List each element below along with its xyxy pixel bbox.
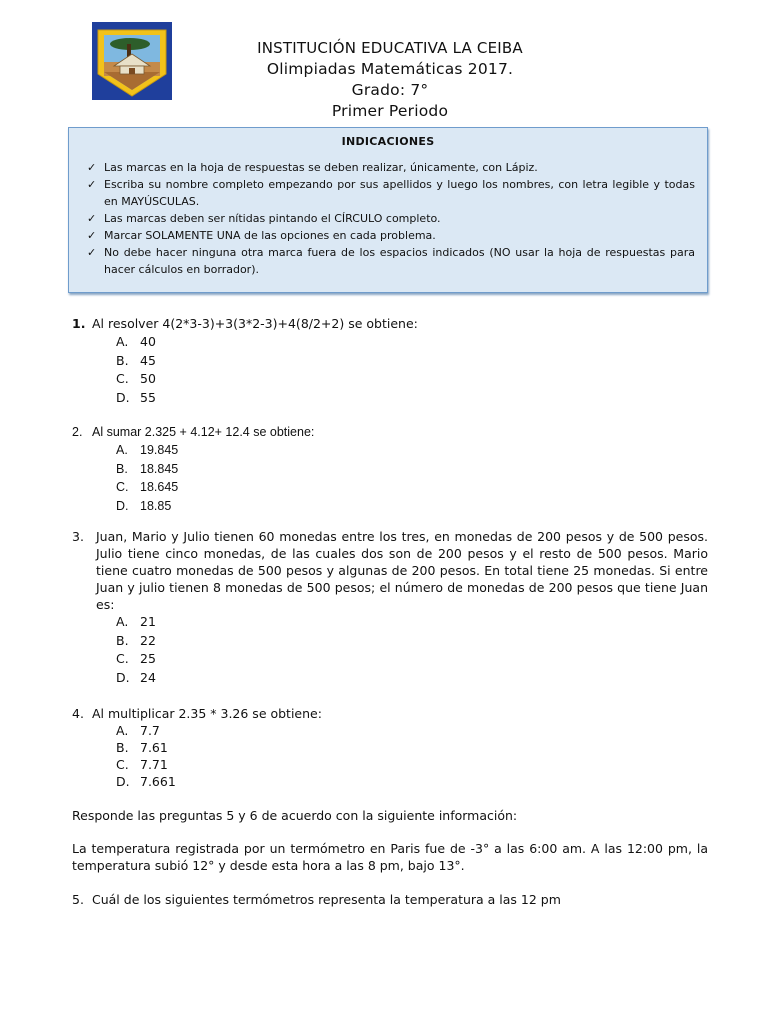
option: C. 50	[116, 371, 156, 386]
instruction-item: ✓ Escriba su nombre completo empezando por sus apellidos y luego los nombres, con letra legible y todas en MAYÚSCULAS.	[87, 178, 695, 208]
institution-name: INSTITUCIÓN EDUCATIVA LA CEIBA	[257, 39, 523, 57]
option: D. 18.85	[116, 498, 172, 513]
option: B. 18.845	[116, 461, 179, 476]
instructions-title: INDICACIONES	[341, 135, 435, 148]
question-4	[72, 705, 322, 722]
option: C. 7.71	[116, 757, 168, 772]
option: D. 7.661	[116, 774, 176, 789]
instruction-item: ✓ No debe hacer ninguna otra marca fuera de los espacios indicados (NO usar la hoja de respuestas para hacer cálculos en borrador).	[87, 246, 695, 276]
option: C. 18.645	[116, 480, 179, 494]
question-text: Juan, Mario y Julio tienen 60 monedas entre los tres, en monedas de 200 pesos y de 500 pesos. Julio tiene cinco monedas, de las cuales dos son de 200 pesos y el resto de 500 pesos. Mario tiene cuatro monedas de 500 pesos y algunas de 200 pesos. En total tiene 25 monedas. Si entre Juan y julio tienen 8 monedas de 500 pesos; el número de monedas de 200 pesos que tiene Juan es:	[96, 529, 708, 612]
document-header	[200, 38, 580, 122]
option: D. 55	[116, 389, 156, 405]
checkmark-icon: ✓	[87, 178, 97, 191]
checkmark-icon: ✓	[87, 161, 97, 174]
question-text: Al sumar 2.325 + 4.12+ 12.4 se obtiene:	[92, 425, 315, 439]
question-text: Al multiplicar 2.35 * 3.26 se obtiene:	[92, 706, 322, 721]
option: C. 25	[116, 651, 156, 666]
instruction-item: ✓ Marcar SOLAMENTE UNA de las opciones en cada problema.	[87, 229, 436, 242]
question-2-options	[116, 441, 178, 515]
question-4-options	[116, 722, 176, 790]
question-number: 2.	[72, 425, 83, 439]
question-3	[72, 528, 708, 613]
instruction-item: ✓ Las marcas deben ser nítidas pintando el CÍRCULO completo.	[87, 212, 441, 225]
option: B. 45	[116, 352, 156, 368]
question-number: 5.	[72, 892, 84, 907]
event-title: Olimpiadas Matemáticas 2017.	[266, 60, 514, 78]
school-logo	[92, 22, 172, 100]
question-2	[72, 424, 314, 441]
option: A. 40	[116, 334, 156, 349]
question-number: 4.	[72, 706, 84, 721]
checkmark-icon: ✓	[87, 212, 97, 225]
instructions-box	[68, 127, 708, 293]
grade-label: Grado: 7°	[351, 81, 429, 99]
question-text: Cuál de los siguientes termómetros representa la temperatura a las 12 pm	[92, 892, 561, 907]
period-label: Primer Periodo	[331, 102, 449, 120]
question-1	[72, 315, 418, 332]
option: B. 22	[116, 632, 156, 648]
checkmark-icon: ✓	[87, 246, 97, 259]
instructions-list	[69, 159, 707, 278]
question-1-options	[116, 333, 156, 407]
option: A. 21	[116, 614, 156, 629]
option: A. 7.7	[116, 723, 160, 738]
checkmark-icon: ✓	[87, 229, 97, 242]
question-number: 3.	[72, 529, 84, 544]
option: B. 7.61	[116, 740, 168, 755]
info-intro: Responde las preguntas 5 y 6 de acuerdo con la siguiente información:	[72, 808, 518, 823]
instruction-item: ✓ Las marcas en la hoja de respuestas se deben realizar, únicamente, con Lápiz.	[87, 161, 538, 174]
question-5	[72, 891, 561, 908]
info-text: La temperatura registrada por un termómetro en Paris fue de -3° a las 6:00 am. A las 12:00 pm, la temperatura subió 12° y desde esta hora a las 8 pm, bajo 13°.	[72, 841, 708, 873]
question-text: Al resolver 4(2*3-3)+3(3*2-3)+4(8/2+2) se obtiene:	[92, 316, 418, 331]
option: D. 24	[116, 669, 156, 685]
question-3-options	[116, 613, 156, 687]
option: A. 19.845	[116, 443, 179, 457]
question-number: 1.	[72, 316, 86, 331]
